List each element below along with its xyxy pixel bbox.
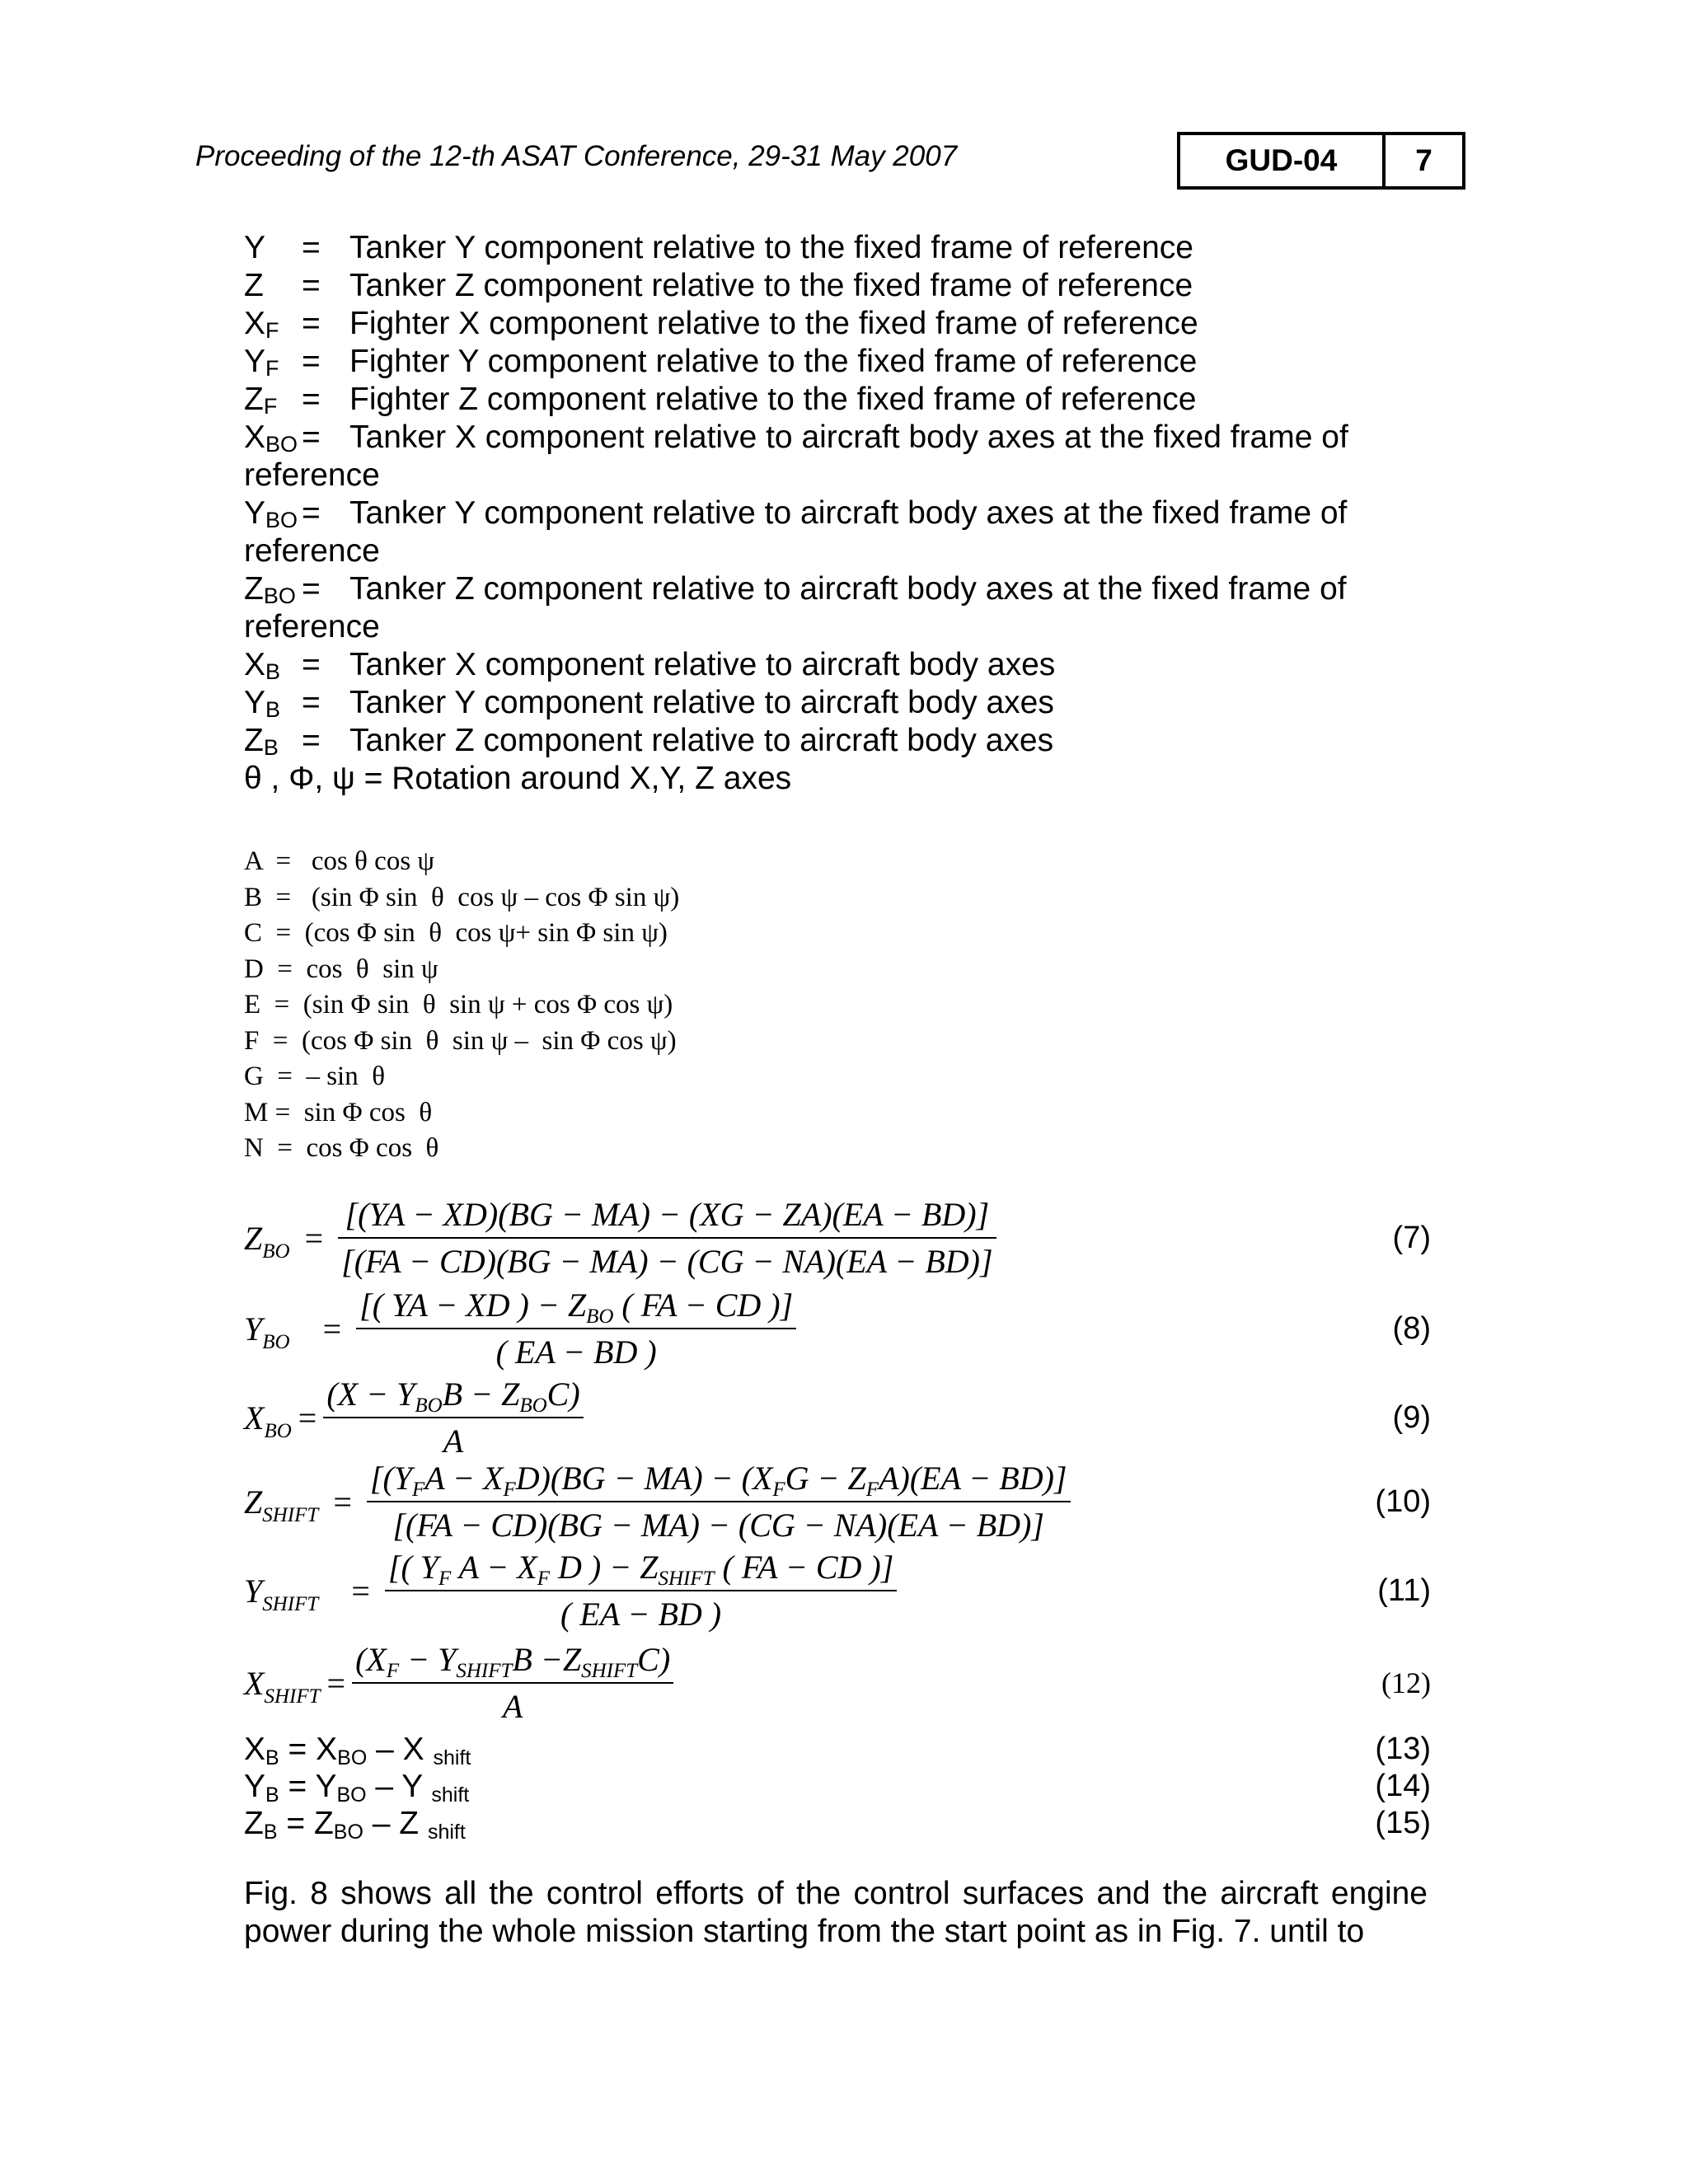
equation-number: (12) <box>1381 1666 1431 1699</box>
nomenclature-item: $Z_F$ = Fighter Z component relative to the fixed frame of reference <box>244 382 1197 419</box>
equation-number: (14) <box>1375 1769 1431 1803</box>
equation-15: $Z_B = Z_{BO} - Z$ $_{shift}$ (15) <box>244 1806 1431 1844</box>
equation-7: $Z_{BO}$ = $\frac{[(YA - XD)(BG - MA) - (XG - ZA)(EA - BD)]}{[(FA - CD)(BG - MA) - (CG - NA)(EA - BD)]}$ (7) <box>244 1196 1431 1280</box>
definition-line: F = (cos Φ sin θ sin ψ – sin Φ cos ψ) <box>244 1025 677 1056</box>
nomenclature-item: $X_F$ = Fighter X component relative to the fixed frame of reference <box>244 306 1198 343</box>
definition-line: E = (sin Φ sin θ sin ψ + cos Φ cos ψ) <box>244 990 673 1019</box>
definition-line: B = (sin Φ sin θ cos ψ – cos Φ sin ψ) <box>244 882 680 912</box>
nomenclature-item: $Y_F$ = Fighter Y component relative to the fixed frame of reference <box>244 344 1198 381</box>
equation-9: $X_{BO}$ = $\frac{(X - Y_{BO}B - Z_{BO}C)}{A}$ (9) <box>244 1376 1431 1460</box>
definition-line: A = cos θ cos ψ <box>244 846 435 876</box>
equation-13: $X_B = X_{BO} - X$ $_{shift}$ (13) <box>244 1732 1431 1769</box>
equation-number: (13) <box>1375 1732 1431 1766</box>
nomenclature-item: Z = Tanker Z component relative to the fixed frame of reference <box>244 268 1193 303</box>
rotation-definition: θ , Φ, ψ = Rotation around X,Y, Z axes <box>244 761 792 796</box>
equation-number: (11) <box>1377 1572 1431 1608</box>
body-paragraph: Fig. 8 shows all the control efforts of the control surfaces and the aircraft engine power during the whole mission starting from the start point as in Fig. 7. until to <box>244 1876 1428 1949</box>
shift-equations <box>244 1731 1447 1842</box>
definition-line: D = cos θ sin ψ <box>244 954 438 984</box>
definition-line: M = sin Φ cos θ <box>244 1097 433 1127</box>
definition-line: G = – sin θ <box>244 1062 386 1091</box>
paper-id-box <box>1177 132 1465 190</box>
equation-number: (9) <box>1392 1399 1431 1435</box>
equation-12: $X_{SHIFT}$ = $\frac{(X_F - Y_{SHIFT}B -Z_{SHIFT}C)}{A}$ (12) <box>244 1641 1431 1725</box>
nomenclature-list <box>244 229 1439 798</box>
page-number: 7 <box>1415 143 1432 177</box>
nomenclature-item: $X_B$ = Tanker X component relative to aircraft body axes <box>244 647 1056 684</box>
equation-number: (10) <box>1375 1483 1431 1519</box>
journal-header: Proceeding of the 12-th ASAT Conference, 29-31 May 2007 <box>195 140 958 172</box>
nomenclature-item: $Z_{BO}$ = Tanker Z component relative to aircraft body axes at the fixed frame of reference <box>244 571 1347 644</box>
equation-10: $Z_{SHIFT}$ = $\frac{[(Y_FA - X_FD)(BG - MA) - (X_FG - Z_FA)(EA - BD)]}{[(FA - CD)(BG - MA) - (CG - NA)(EA - BD)]}$ (10) <box>244 1460 1431 1544</box>
nomenclature-item: $Y_{BO}$ = Tanker Y component relative to aircraft body axes at the fixed frame of reference <box>244 495 1348 569</box>
nomenclature-item: Y = Tanker Y component relative to the fixed frame of reference <box>244 230 1193 265</box>
coefficient-definitions <box>244 844 679 1167</box>
nomenclature-item: $Z_B$ = Tanker Z component relative to aircraft body axes <box>244 723 1054 760</box>
equation-number: (15) <box>1375 1806 1431 1840</box>
equation-8: $Y_{BO}$ = $\frac{[( YA - XD ) - Z_{BO} ( FA - CD )]}{( EA - BD )}$ (8) <box>244 1286 1431 1371</box>
definition-line: N = cos Φ cos θ <box>244 1133 439 1163</box>
paper-code: GUD-04 <box>1180 135 1386 186</box>
nomenclature-item: $Y_B$ = Tanker Y component relative to aircraft body axes <box>244 685 1054 722</box>
equation-number: (8) <box>1392 1310 1431 1346</box>
equation-14: $Y_B = Y_{BO} - Y$ $_{shift}$ (14) <box>244 1769 1431 1807</box>
definition-line: C = (cos Φ sin θ cos ψ+ sin Φ sin ψ) <box>244 918 668 948</box>
nomenclature-item: $X_{BO}$ = Tanker X component relative to aircraft body axes at the fixed frame of reference <box>244 419 1348 493</box>
equation-number: (7) <box>1392 1220 1431 1255</box>
equation-11: $Y_{SHIFT}$ = $\frac{[( Y_F A - X_F D ) - Z_{SHIFT} ( FA - CD )]}{( EA - BD )}$ (11) <box>244 1549 1431 1633</box>
